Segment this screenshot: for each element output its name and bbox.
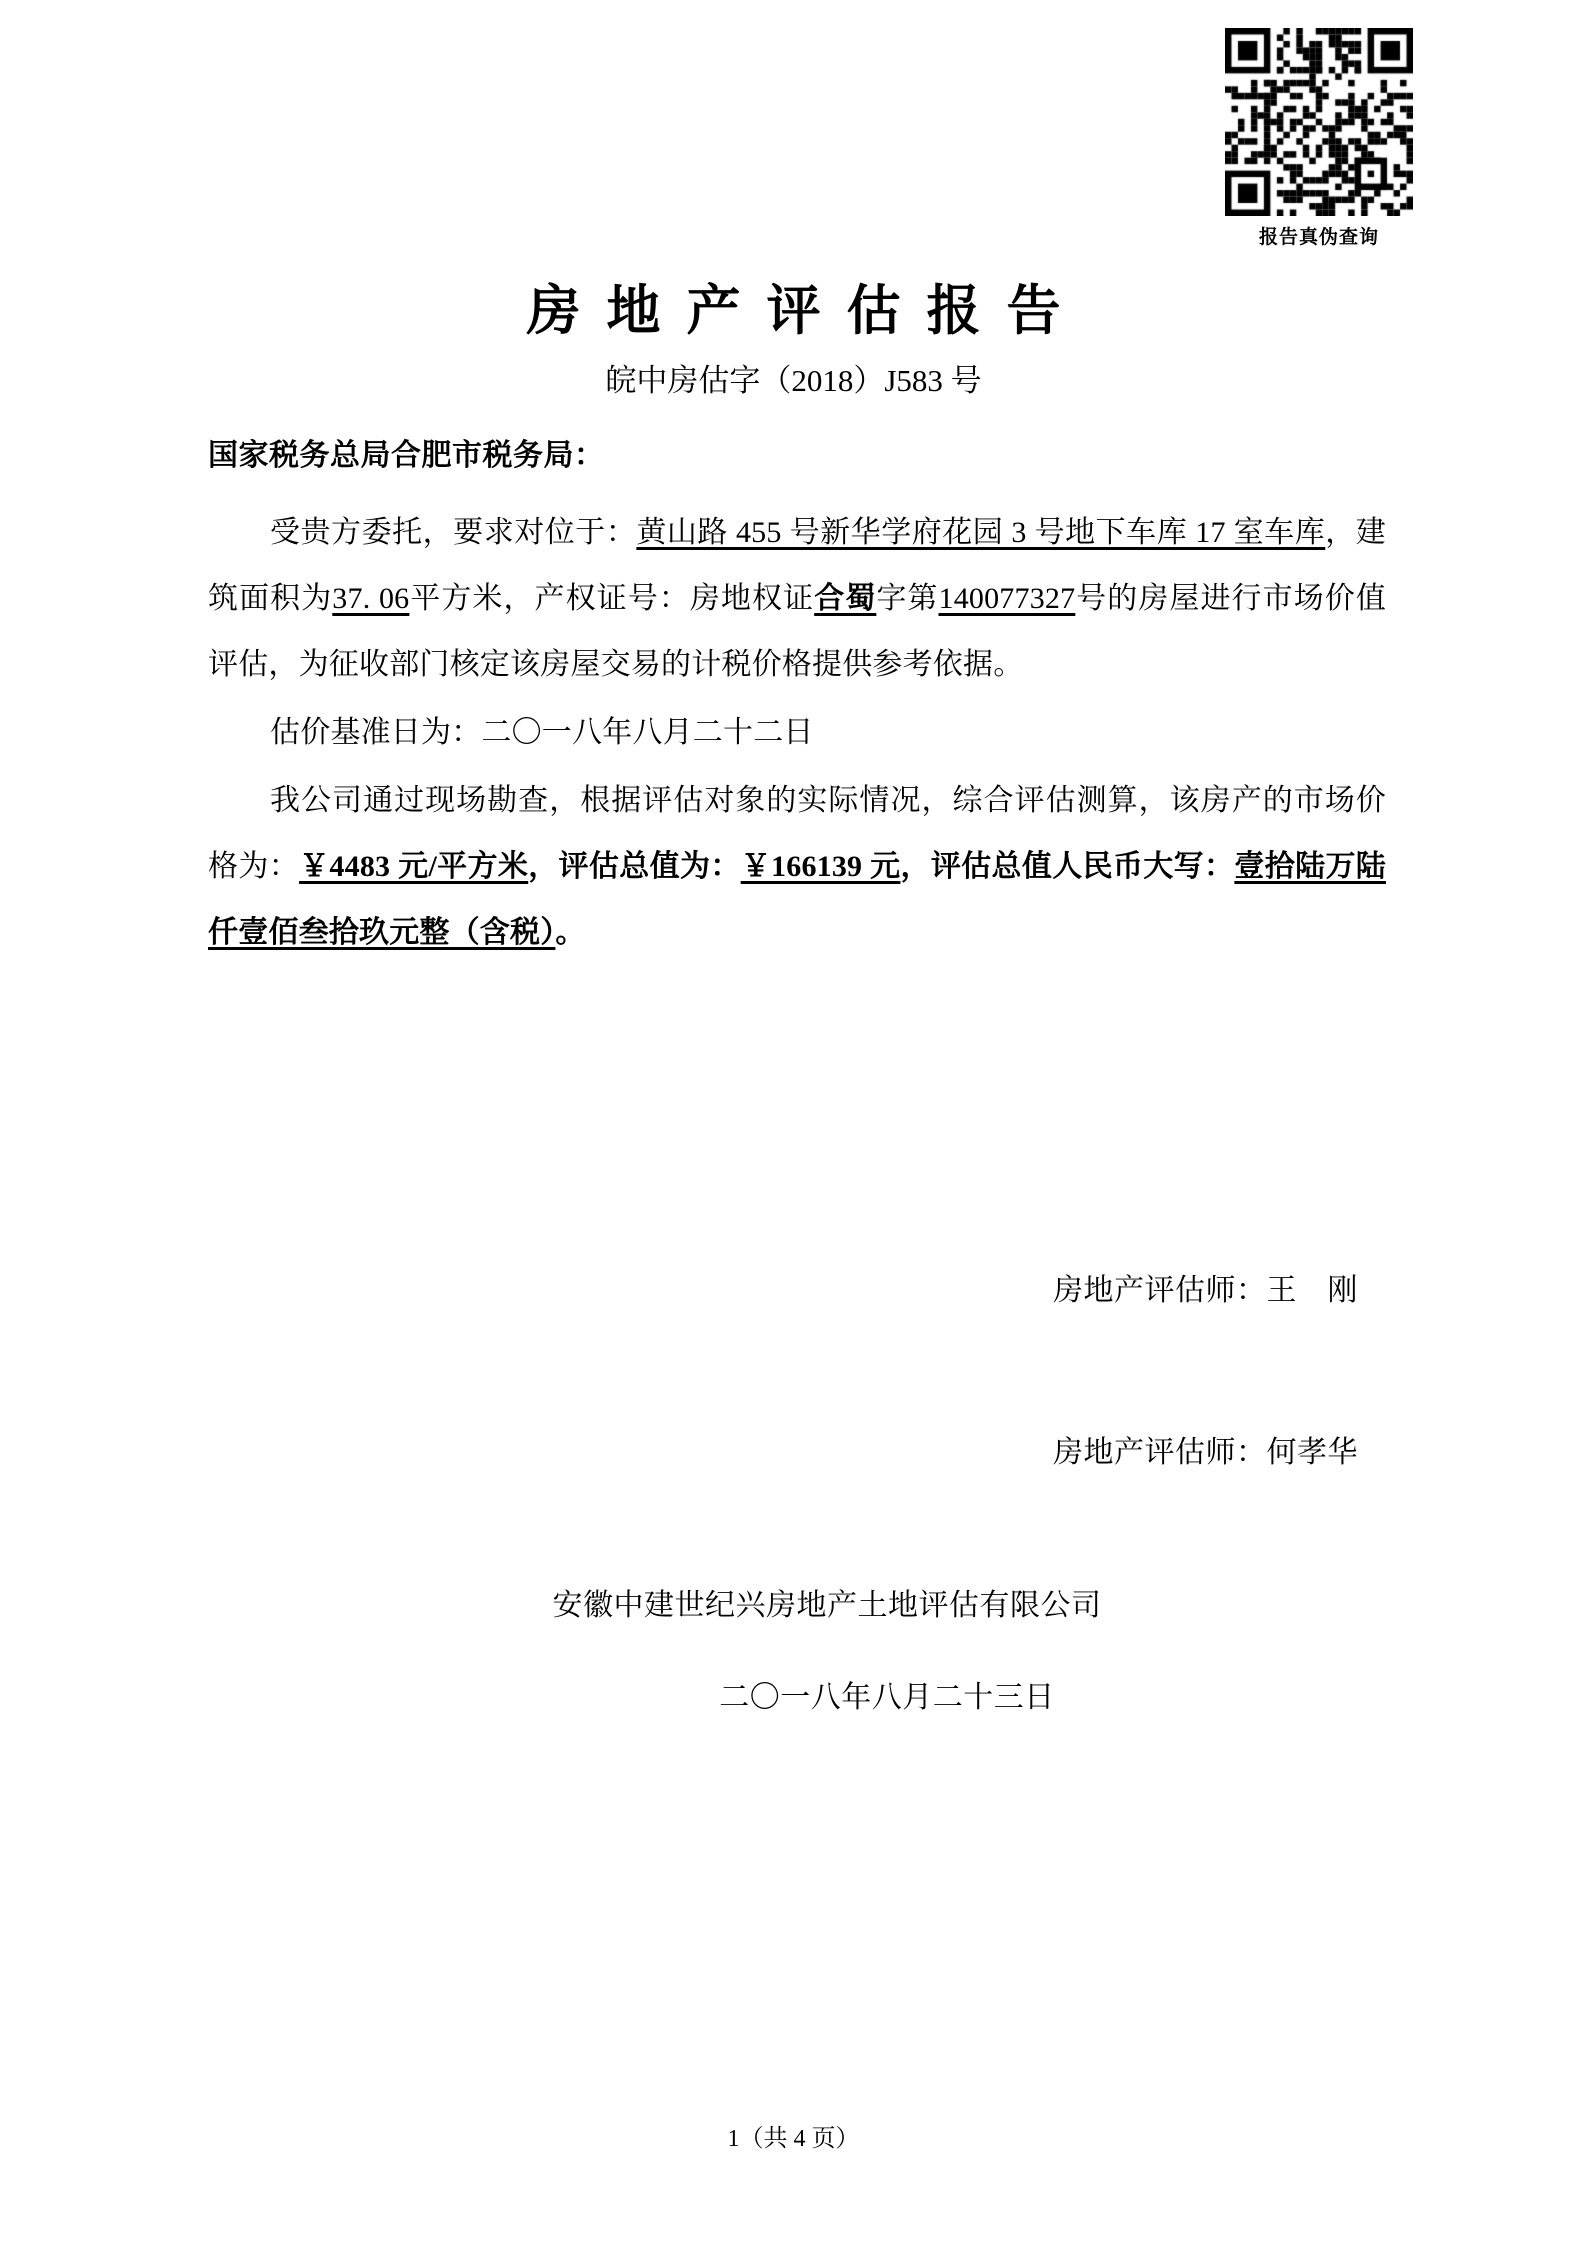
- paragraph-commission: [208, 500, 1386, 698]
- valuation-date-value: 二〇一八年八月二十二日: [481, 716, 814, 749]
- signature-block: [208, 1265, 1386, 1589]
- paragraph-result: [208, 768, 1386, 966]
- valuation-date-label: 估价基准日为：: [270, 716, 482, 749]
- qr-verification-block: [1219, 28, 1419, 249]
- company-date: 二〇一八年八月二十三日: [719, 1681, 1055, 1714]
- appraiser-name-1: 王 刚: [1266, 1274, 1358, 1307]
- qr-caption: 报告真伪查询: [1258, 227, 1379, 248]
- company-name: 安徽中建世纪兴房地产土地评估有限公司: [552, 1589, 1102, 1622]
- appraiser-name-2: 何孝华: [1266, 1436, 1358, 1469]
- appraiser-role-1: 房地产评估师：: [1053, 1274, 1267, 1307]
- appraiser-role-2: 房地产评估师：: [1053, 1436, 1267, 1469]
- capital-label: 评估总值人民币大写：: [930, 850, 1235, 883]
- appraiser-line-1: [208, 1265, 1386, 1309]
- result-period: 。: [555, 916, 586, 949]
- appraiser-line-2: [208, 1427, 1386, 1471]
- property-address: 黄山路 455 号新华学府花园 3 号地下车库 17 室车库: [636, 516, 1326, 549]
- addressee: 国家税务总局合肥市税务局：: [208, 439, 605, 472]
- page-footer: 1（共 4 页）: [727, 2126, 860, 2152]
- company-block: [208, 1580, 1386, 1716]
- certificate-word: 合蜀: [814, 582, 877, 615]
- certificate-number: 140077327: [938, 582, 1076, 615]
- commission-mid1: ，建筑面积为: [208, 516, 1386, 615]
- commission-lead: 受贵方委托，要求对位于：: [270, 516, 637, 549]
- capital-value: 壹拾陆万陆仟壹佰叁拾玖元整（含税）: [208, 850, 1386, 949]
- commission-mid2: 平方米，产权证号: [409, 582, 659, 615]
- total-price: ￥166139 元: [740, 850, 901, 883]
- page-title: 房地产评估报告: [526, 281, 1087, 341]
- commission-mid4: 字第: [876, 582, 939, 615]
- paragraph-valuation-date: [208, 700, 1386, 766]
- commission-tail: 号的房屋进行市场价值评估，为征收部门核定该房屋交易的计税价格提供参考依据。: [208, 582, 1387, 681]
- commission-mid3: ：房地权证: [658, 582, 815, 615]
- building-area: 37. 06: [332, 582, 410, 615]
- result-mid: ，评估总值为：: [528, 850, 741, 883]
- result-lead: 我公司通过现场勘查，根据评估对象的实际情况，综合评估测算，该房产的市场价格为：: [208, 784, 1386, 883]
- document-body: [208, 430, 1386, 968]
- unit-price: ￥4483 元/平方米: [299, 850, 529, 883]
- result-tail: ，: [900, 850, 931, 883]
- document-number: 皖中房估字（2018）J583 号: [605, 363, 982, 398]
- qr-code-icon[interactable]: [1225, 28, 1413, 216]
